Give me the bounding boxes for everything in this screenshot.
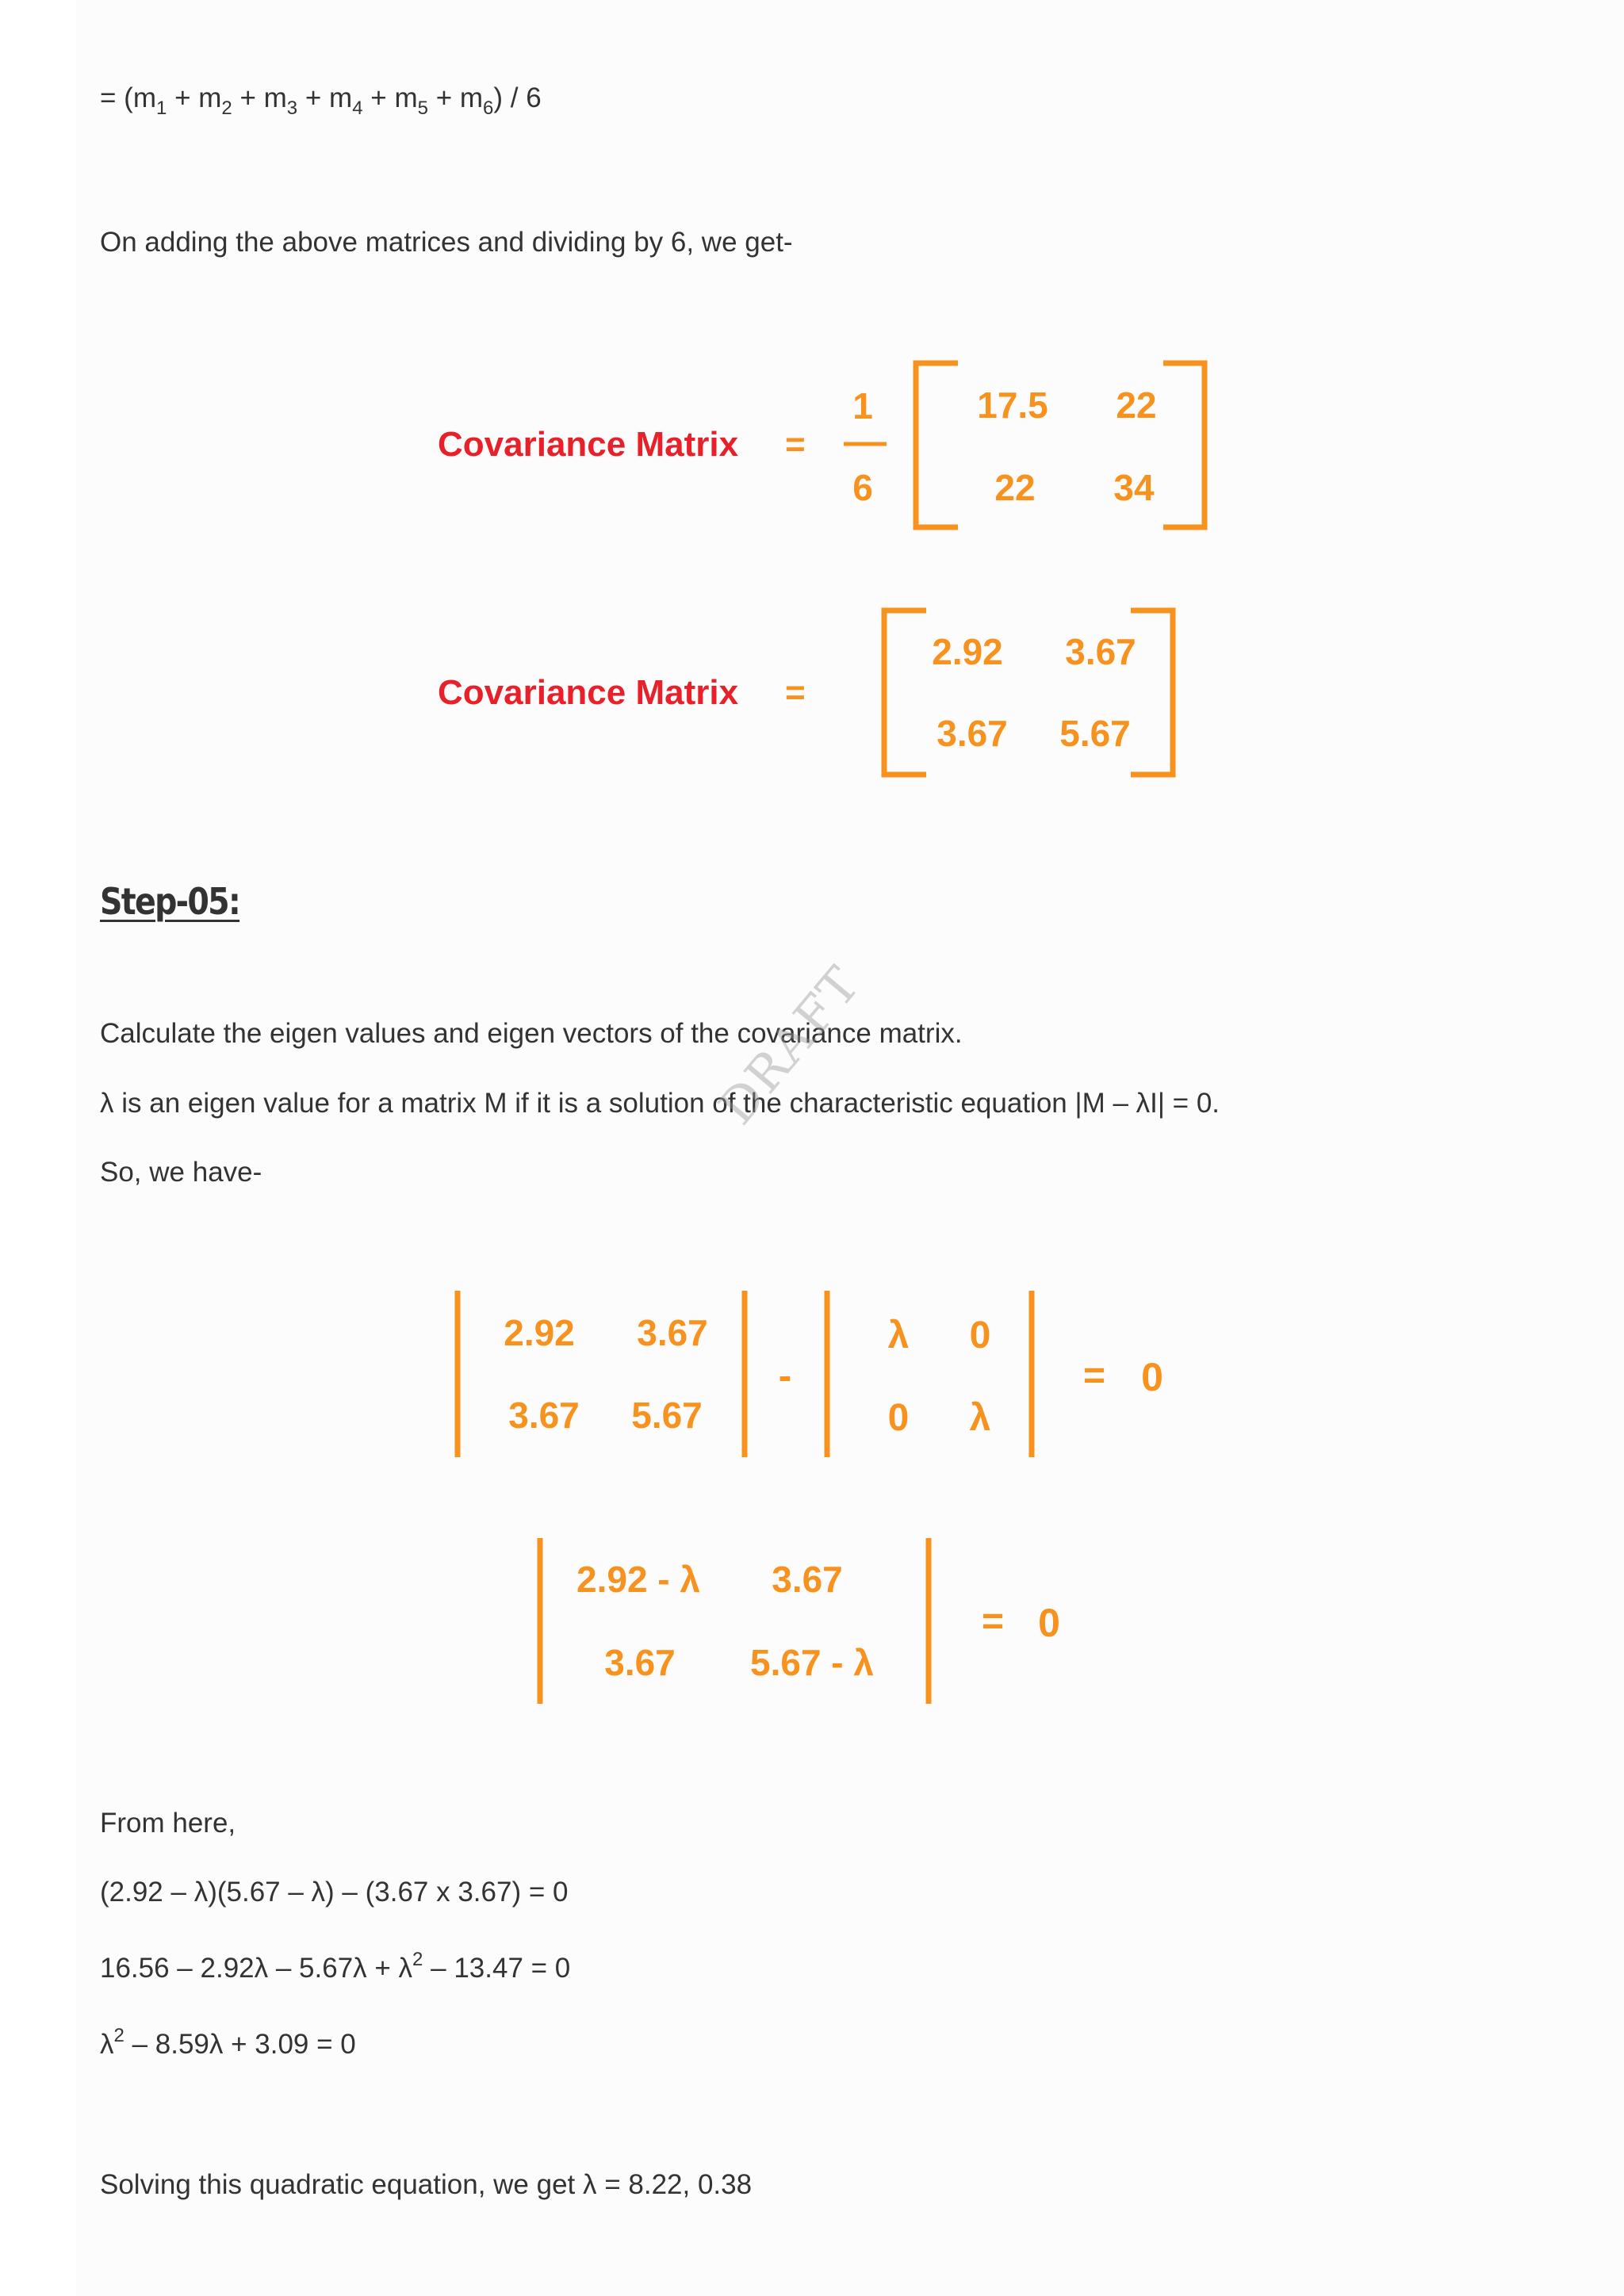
zero-value: 0 — [1038, 1601, 1060, 1645]
equation-line: $16.56 - 2.92\lambda - 5.67\lambda + \lambda^2 - 13.47 = 0$ — [100, 1949, 571, 1984]
matrix-cell: 5.67 — [1059, 713, 1131, 754]
calculate-paragraph: Calculate the eigen values and eigen vectors of the covariance matrix. — [100, 1018, 963, 1049]
equals-sign: = — [981, 1601, 1005, 1643]
matrix-cell: 3.67 — [604, 1642, 676, 1683]
mean-formula: = $(m_1 + m_2 + m_3 + m_4 + m_5 + m_6) / 6$ — [100, 82, 542, 119]
matrix-cell: 3.67 — [637, 1312, 708, 1353]
matrix-cell: 3.67 — [1065, 631, 1136, 672]
matrix-cell: 2.92 - λ — [576, 1559, 700, 1600]
matrix-cell: 3.67 — [936, 713, 1008, 754]
covariance-label: Covariance Matrix — [438, 425, 739, 464]
matrix-cell: λ — [887, 1314, 910, 1357]
matrix-cell: 3.67 — [772, 1559, 843, 1600]
equals-sign: = — [785, 425, 806, 464]
matrix-cell: 5.67 — [631, 1395, 703, 1436]
equals-sign: = — [1082, 1355, 1106, 1397]
matrix-cell: 22 — [1116, 385, 1157, 426]
equals-sign: = — [785, 673, 806, 712]
matrix-cell: 0 — [969, 1314, 991, 1357]
solving-paragraph: Solving this quadratic equation, we get λ = 8.22, 0.38 — [100, 2169, 753, 2200]
matrix-cell: 2.92 — [932, 631, 1003, 672]
step-heading: Step-05: — [100, 880, 240, 923]
matrix-cell: 0 — [887, 1397, 910, 1439]
zero-value: 0 — [1141, 1355, 1163, 1399]
matrix-cell: 2.92 — [504, 1312, 575, 1353]
matrix-cell: 34 — [1113, 467, 1155, 508]
adding-paragraph: On adding the above matrices and dividing by 6, we get- — [100, 227, 793, 258]
fraction-numerator: 1 — [852, 385, 873, 427]
matrix-cell: λ — [969, 1397, 991, 1439]
from-here: From here, — [100, 1808, 236, 1839]
so-we-have: So, we have- — [100, 1157, 262, 1188]
lambda-definition: λ is an eigen value for a matrix M if it is a solution of the characteristic equation |M – λI| = 0. — [100, 1088, 1220, 1119]
minus-sign: - — [778, 1353, 792, 1398]
equation-line: $\lambda^2 - 8.59\lambda + 3.09 = 0$ — [100, 2025, 356, 2060]
fraction-denominator: 6 — [852, 467, 873, 508]
covariance-label: Covariance Matrix — [438, 673, 739, 712]
matrix-cell: 5.67 - λ — [750, 1642, 874, 1683]
matrix-cell: 3.67 — [508, 1395, 580, 1436]
matrix-cell: 22 — [994, 467, 1036, 508]
matrix-cell: 17.5 — [977, 385, 1048, 426]
draft-watermark: DRAFT — [707, 955, 872, 1135]
equation-line: (2.92 – λ)(5.67 – λ) – (3.67 x 3.67) = 0 — [100, 1877, 569, 1908]
